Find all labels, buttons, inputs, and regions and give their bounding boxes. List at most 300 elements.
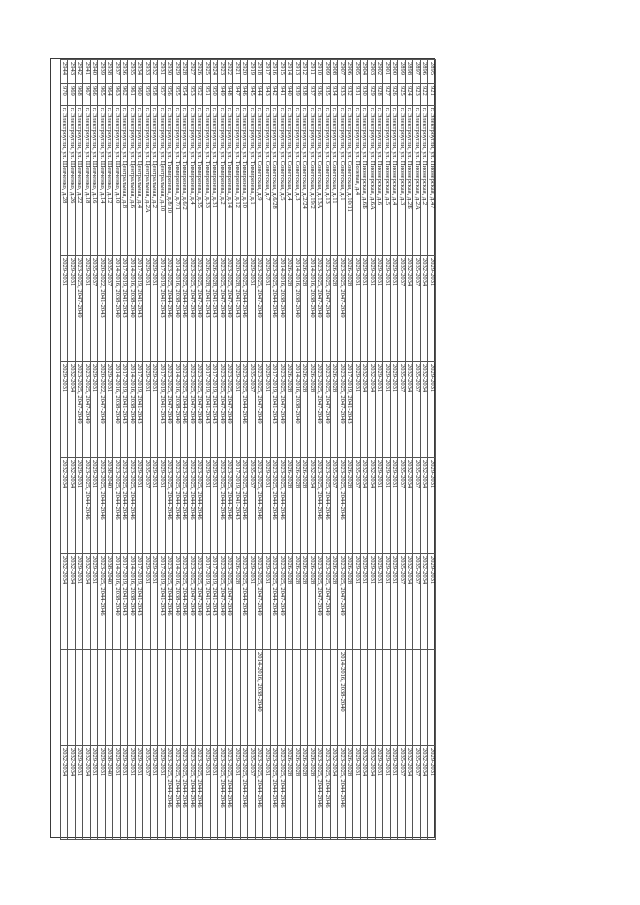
- table-cell: 2941: [83, 60, 91, 84]
- table-cell: 2017-2019, 2041-2043: [203, 362, 211, 458]
- table-cell: 2023-2025, 2044-2046: [241, 458, 249, 554]
- table-cell: 2023-2025, 2044-2046: [323, 746, 331, 840]
- table-cell: г. Электроугли, ул. Пионерская, д.6А: [368, 106, 376, 256]
- table-cell: 2023-2025, 2044-2046: [98, 554, 106, 650]
- table-cell: 2032-2034: [61, 458, 69, 554]
- table-cell: 2023-2025, 2047-2049: [316, 256, 324, 362]
- table-cell: 2026-2028: [346, 256, 354, 362]
- table-cell: 2017-2019, 2041-2043: [136, 554, 144, 650]
- table-cell: 959: [143, 84, 151, 106]
- table-cell: 2029-2031: [428, 362, 436, 458]
- table-cell: 2023-2025, 2047-2049: [196, 256, 204, 362]
- table-cell: [113, 650, 121, 746]
- table-cell: 2026-2028: [308, 746, 316, 840]
- table-cell: 2035-2037: [248, 746, 256, 840]
- table-cell: г. Электроугли, ул. Центральная, д.2А: [143, 106, 151, 256]
- table-cell: 2023-2025, 2044-2046: [166, 746, 174, 840]
- table-cell: [316, 650, 324, 746]
- table-cell: 2029-2031: [106, 362, 114, 458]
- table-cell: г. Электроугли, ул. Тимирязева, д.8/10: [166, 106, 174, 256]
- table-cell: 2023-2025, 2044-2046: [241, 746, 249, 840]
- table-row: [331, 60, 339, 840]
- table-row: [113, 60, 121, 840]
- table-cell: 2023-2025, 2047-2049: [226, 256, 234, 362]
- table-cell: 2939: [98, 60, 106, 84]
- table-cell: 952: [196, 84, 204, 106]
- table-row: [76, 60, 84, 840]
- table-row: [301, 60, 309, 840]
- table-row: [241, 60, 249, 840]
- table-cell: 2023-2025, 2044-2046: [188, 458, 196, 554]
- table-cell: г. Электроугли, ул. Тимирязева, д.35: [196, 106, 204, 256]
- table-cell: г. Электроугли, ул. Шевченко, д.26: [68, 106, 76, 256]
- table-cell: 2898: [406, 60, 414, 84]
- table-cell: 2023-2025, 2047-2049: [188, 256, 196, 362]
- table-cell: [271, 650, 279, 746]
- table-cell: 2023-2025, 2044-2046: [218, 746, 226, 840]
- table-row: [338, 60, 346, 840]
- address-schedule-table: [60, 59, 436, 840]
- table-cell: г. Электроугли, ул. Советская, д.7: [263, 106, 271, 256]
- table-cell: [151, 650, 159, 746]
- table-cell: 2035-2037: [143, 746, 151, 840]
- table-cell: [158, 650, 166, 746]
- table-cell: 2029-2031: [233, 746, 241, 840]
- table-cell: 943: [263, 84, 271, 106]
- table-row: [308, 60, 316, 840]
- table-cell: 967: [83, 84, 91, 106]
- table-cell: [143, 650, 151, 746]
- table-cell: 2029-2031: [391, 746, 399, 840]
- table-cell: 2035-2037: [398, 458, 406, 554]
- table-cell: г. Электроугли, ул. Советская, д.13: [323, 106, 331, 256]
- table-cell: 2029-2031: [136, 746, 144, 840]
- table-cell: [391, 650, 399, 746]
- table-row: [256, 60, 264, 840]
- table-cell: 2029-2031: [383, 458, 391, 554]
- table-cell: 2023-2025, 2044-2046: [271, 256, 279, 362]
- table-cell: 2023-2025, 2044-2046: [181, 458, 189, 554]
- table-row: [181, 60, 189, 840]
- table-cell: 2026-2028: [331, 362, 339, 458]
- table-cell: 2903: [368, 60, 376, 84]
- table-cell: г. Электроугли, ул. Пионерская, д.2А: [413, 106, 421, 256]
- table-cell: 2014-2016, 2038-2040: [293, 362, 301, 458]
- table-cell: 2930: [166, 60, 174, 84]
- table-cell: 2032-2034: [406, 256, 414, 362]
- table-cell: [128, 650, 136, 746]
- table-cell: 2029-2031: [361, 256, 369, 362]
- table-cell: 2017-2019, 2041-2043: [121, 362, 129, 458]
- table-cell: 2032-2034: [421, 458, 429, 554]
- table-row: [263, 60, 271, 840]
- table-cell: 2023-2025, 2047-2049: [83, 362, 91, 458]
- table-cell: 929: [368, 84, 376, 106]
- table-cell: 2029-2031: [211, 458, 219, 554]
- table-cell: 2023-2025, 2047-2049: [323, 362, 331, 458]
- table-cell: 2023-2025, 2044-2046: [256, 458, 264, 554]
- table-cell: 2014-2016, 2038-2040: [173, 256, 181, 362]
- table-cell: 2026-2028: [308, 362, 316, 458]
- table-cell: 2032-2034: [83, 746, 91, 840]
- table-cell: 2023-2025, 2044-2046: [128, 458, 136, 554]
- table-cell: 2023-2025, 2047-2049: [218, 256, 226, 362]
- table-cell: 2014-2016, 2038-2040: [256, 650, 264, 746]
- table-cell: 2026-2028: [331, 256, 339, 362]
- table-cell: 2023-2025, 2044-2046: [241, 554, 249, 650]
- table-cell: 2032-2034: [61, 746, 69, 840]
- table-cell: 2023-2025, 2044-2046: [113, 458, 121, 554]
- table-cell: [188, 650, 196, 746]
- table-cell: 964: [106, 84, 114, 106]
- table-cell: 2014-2016, 2038-2040: [278, 256, 286, 362]
- table-row: [406, 60, 414, 840]
- table-cell: 2032-2034: [406, 554, 414, 650]
- table-row: [203, 60, 211, 840]
- table-cell: 2023-2025, 2044-2046: [121, 458, 129, 554]
- table-cell: 2026-2028: [233, 554, 241, 650]
- table-cell: 946: [241, 84, 249, 106]
- table-cell: 2029-2031: [158, 458, 166, 554]
- table-cell: 2916: [271, 60, 279, 84]
- table-cell: 2029-2031: [233, 362, 241, 458]
- table-cell: 923: [413, 84, 421, 106]
- table-cell: 941: [278, 84, 286, 106]
- table-cell: 2023-2025, 2047-2049: [226, 362, 234, 458]
- table-cell: 965: [98, 84, 106, 106]
- table-cell: 2014-2016, 2038-2040: [173, 362, 181, 458]
- table-cell: 2014-2016, 2038-2040: [128, 554, 136, 650]
- table-cell: 2029-2031: [136, 458, 144, 554]
- table-cell: 2029-2031: [368, 554, 376, 650]
- table-cell: 2035-2037: [413, 554, 421, 650]
- table-cell: 2029-2031: [143, 362, 151, 458]
- table-cell: 2918: [256, 60, 264, 84]
- table-cell: г. Электроугли, ул. Центральная, д.10: [158, 106, 166, 256]
- table-cell: 2029-2031: [263, 362, 271, 458]
- table-cell: 2038-2040: [106, 554, 114, 650]
- table-cell: 2029-2031: [383, 554, 391, 650]
- table-cell: г. Электроугли, ул. Советская, д.1: [338, 106, 346, 256]
- table-cell: 2935: [128, 60, 136, 84]
- table-row: [106, 60, 114, 840]
- table-cell: [398, 650, 406, 746]
- table-row: [98, 60, 106, 840]
- table-cell: г. Электроугли, ул. Пионерская, д.2: [421, 106, 429, 256]
- table-row: [278, 60, 286, 840]
- table-cell: г. Электроугли, ул. Шевченко, д.10: [113, 106, 121, 256]
- table-cell: 2029-2031: [376, 458, 384, 554]
- table-cell: г. Электроугли, ул. Тимирязева, д.10: [241, 106, 249, 256]
- table-cell: 925: [398, 84, 406, 106]
- table-cell: [301, 650, 309, 746]
- table-cell: 2920: [241, 60, 249, 84]
- table-cell: 2897: [413, 60, 421, 84]
- table-cell: [406, 650, 414, 746]
- table-cell: 2029-2031: [353, 362, 361, 458]
- table-row: [218, 60, 226, 840]
- table-cell: г. Электроугли, ул. Тимирязева, д.33: [203, 106, 211, 256]
- table-cell: 2032-2034: [421, 746, 429, 840]
- table-cell: 2026-2028: [346, 554, 354, 650]
- table-row: [428, 60, 436, 840]
- table-cell: 2023-2025, 2044-2046: [278, 458, 286, 554]
- table-cell: 2032-2034: [361, 362, 369, 458]
- table-cell: 2029-2031: [376, 746, 384, 840]
- table-cell: 2023-2025, 2044-2046: [271, 746, 279, 840]
- table-cell: 2029-2031: [121, 746, 129, 840]
- table-cell: 2032-2034: [68, 746, 76, 840]
- table-cell: г. Электроугли, ул. Советская, д.19/2: [308, 106, 316, 256]
- table-cell: 2900: [391, 60, 399, 84]
- table-cell: г. Электроугли, ул. Шевченко, д.14: [98, 106, 106, 256]
- table-cell: г. Электроугли, ул. Шевченко, д.16: [91, 106, 99, 256]
- table-cell: 2017-2019, 2041-2043: [158, 256, 166, 362]
- table-cell: 933: [338, 84, 346, 106]
- table-row: [196, 60, 204, 840]
- table-cell: 2032-2034: [361, 458, 369, 554]
- table-cell: 2035-2037: [398, 362, 406, 458]
- table-cell: 2917: [263, 60, 271, 84]
- table-cell: 2026-2028: [301, 746, 309, 840]
- table-cell: 2035-2037: [398, 554, 406, 650]
- table-cell: 2032-2034: [421, 554, 429, 650]
- table-cell: 2029-2031: [158, 746, 166, 840]
- table-cell: 2023-2025, 2047-2049: [338, 256, 346, 362]
- table-cell: 951: [203, 84, 211, 106]
- table-cell: 2029-2031: [383, 256, 391, 362]
- table-cell: 2908: [331, 60, 339, 84]
- table-cell: 2023-2025, 2044-2046: [338, 746, 346, 840]
- table-cell: 2032-2034: [368, 458, 376, 554]
- table-cell: 2029-2031: [61, 362, 69, 458]
- table-cell: 934: [331, 84, 339, 106]
- table-cell: 949: [218, 84, 226, 106]
- table-cell: 2026-2028, 2041-2043: [211, 256, 219, 362]
- table-cell: г. Электроугли, ул. Советская, д.10/11: [346, 106, 354, 256]
- table-cell: 2026-2028: [293, 458, 301, 554]
- table-cell: 960: [136, 84, 144, 106]
- table-cell: [106, 650, 114, 746]
- table-cell: г. Электроугли, ул. Центральная, д.2: [151, 106, 159, 256]
- table-cell: [61, 650, 69, 746]
- table-cell: 2032-2034: [68, 362, 76, 458]
- table-cell: 2035-2037: [106, 256, 114, 362]
- table-cell: 2035-2037: [398, 746, 406, 840]
- table-row: [83, 60, 91, 840]
- table-cell: 931: [353, 84, 361, 106]
- table-cell: 2029-2031: [151, 554, 159, 650]
- table-cell: 944: [256, 84, 264, 106]
- table-cell: 969: [68, 84, 76, 106]
- table-cell: [376, 650, 384, 746]
- table-cell: 939: [293, 84, 301, 106]
- table-cell: 957: [158, 84, 166, 106]
- table-cell: [98, 650, 106, 746]
- table-cell: 2032-2034: [68, 554, 76, 650]
- table-cell: г. Электроугли, ул. Тимирязева, д.12: [233, 106, 241, 256]
- table-row: [121, 60, 129, 840]
- table-cell: 961: [128, 84, 136, 106]
- table-cell: 2026-2028: [286, 256, 294, 362]
- table-cell: 2029-2031: [151, 746, 159, 840]
- table-cell: 958: [151, 84, 159, 106]
- table-cell: 966: [91, 84, 99, 106]
- table-cell: 2029-2031: [91, 362, 99, 458]
- table-cell: 2029-2031: [248, 554, 256, 650]
- table-cell: 2928: [181, 60, 189, 84]
- table-cell: 2029-2031: [391, 554, 399, 650]
- table-cell: г. Электроугли, ул. Советская, д.3: [293, 106, 301, 256]
- table-cell: 2029-2031: [76, 458, 84, 554]
- table-cell: [211, 650, 219, 746]
- table-cell: [368, 650, 376, 746]
- table-cell: 2026-2028: [286, 458, 294, 554]
- table-cell: 924: [406, 84, 414, 106]
- table-cell: 2023-2025, 2047-2049: [338, 362, 346, 458]
- table-row: [166, 60, 174, 840]
- table-cell: 2926: [196, 60, 204, 84]
- table-cell: 2017-2019, 2041-2043: [136, 256, 144, 362]
- table-cell: [241, 650, 249, 746]
- table-cell: 2029-2031: [428, 256, 436, 362]
- table-cell: 2032-2034: [421, 256, 429, 362]
- table-cell: 2922: [226, 60, 234, 84]
- table-cell: 2023-2025, 2044-2046: [316, 746, 324, 840]
- table-cell: [263, 650, 271, 746]
- table-cell: г. Электроугли, ул. Советская, д.4: [286, 106, 294, 256]
- table-cell: 2035-2037: [413, 256, 421, 362]
- table-cell: г. Электроугли, ул. Пионерская, д.5: [383, 106, 391, 256]
- table-cell: 2017-2019, 2041-2043: [121, 554, 129, 650]
- table-cell: 2029-2031: [151, 458, 159, 554]
- table-cell: 2023-2025, 2047-2049: [76, 362, 84, 458]
- table-cell: 2029-2031: [263, 554, 271, 650]
- table-cell: 2014-2016, 2038-2040: [308, 256, 316, 362]
- table-cell: 2014-2016, 2038-2040: [128, 362, 136, 458]
- table-cell: 2017-2019, 2041-2043: [158, 554, 166, 650]
- table-cell: 2023-2025, 2044-2046: [226, 458, 234, 554]
- table-cell: [248, 650, 256, 746]
- table-cell: 2029-2031: [368, 256, 376, 362]
- table-cell: 2940: [91, 60, 99, 84]
- table-cell: 2023-2025, 2047-2049: [76, 256, 84, 362]
- table-cell: 2896: [421, 60, 429, 84]
- table-cell: г. Электроугли, ул. Центральная, д.4: [136, 106, 144, 256]
- table-cell: г. Электроугли, ул. Пионерская, д.6: [376, 106, 384, 256]
- table-cell: [218, 650, 226, 746]
- table-cell: 2029-2031: [353, 554, 361, 650]
- table-row: [391, 60, 399, 840]
- table-cell: 2906: [346, 60, 354, 84]
- table-cell: [226, 650, 234, 746]
- table-cell: 2023-2025, 2047-2049: [218, 554, 226, 650]
- table-cell: 2929: [173, 60, 181, 84]
- table-cell: 921: [428, 84, 436, 106]
- table-row: [143, 60, 151, 840]
- table-cell: 2017-2019, 2041-2043: [211, 554, 219, 650]
- table-cell: 2937: [113, 60, 121, 84]
- table-cell: 2032-2034: [368, 746, 376, 840]
- table-cell: 2023-2025, 2044-2046: [173, 746, 181, 840]
- table-cell: [76, 650, 84, 746]
- table-cell: [428, 650, 436, 746]
- table-cell: 2029-2031: [211, 746, 219, 840]
- table-cell: 2023-2025, 2047-2049: [218, 362, 226, 458]
- table-cell: 2023-2025, 2047-2049: [316, 362, 324, 458]
- table-cell: 2023-2025, 2044-2046: [181, 746, 189, 840]
- table-cell: 2907: [338, 60, 346, 84]
- table-cell: 2023-2025, 2044-2046: [181, 256, 189, 362]
- table-cell: 2017-2019, 2041-2043: [233, 458, 241, 554]
- table-cell: 2943: [68, 60, 76, 84]
- table-cell: 2932: [151, 60, 159, 84]
- table-row: [353, 60, 361, 840]
- table-cell: 2931: [158, 60, 166, 84]
- table-row: [188, 60, 196, 840]
- table-row: [136, 60, 144, 840]
- table-cell: 942: [271, 84, 279, 106]
- table-cell: г. Электроугли, ул. Тимирязева, д.2: [218, 106, 226, 256]
- table-cell: 2023-2025, 2044-2046: [166, 554, 174, 650]
- table-cell: [383, 650, 391, 746]
- table-cell: 2035-2037: [248, 458, 256, 554]
- table-cell: [421, 650, 429, 746]
- table-cell: г. Электроугли, ул. Советская, д.9: [256, 106, 264, 256]
- table-cell: г. Электроугли, ул. Советская, д.2/24: [301, 106, 309, 256]
- table-cell: [181, 650, 189, 746]
- table-row: [316, 60, 324, 840]
- table-cell: 2023-2025, 2044-2046: [316, 458, 324, 554]
- table-cell: [136, 650, 144, 746]
- table-cell: [331, 650, 339, 746]
- table-cell: 2029-2031: [428, 554, 436, 650]
- table-cell: 2029-2031: [383, 746, 391, 840]
- table-cell: 2035-2037: [413, 746, 421, 840]
- table-row: [398, 60, 406, 840]
- table-cell: 2032-2034: [308, 458, 316, 554]
- table-cell: 950: [211, 84, 219, 106]
- table-cell: 2912: [301, 60, 309, 84]
- table-cell: 2020-2022, 2041-2043: [98, 256, 106, 362]
- table-cell: 2023-2025, 2044-2046: [271, 458, 279, 554]
- table-cell: [361, 650, 369, 746]
- table-cell: 2026-2028: [286, 746, 294, 840]
- table-cell: 2023-2025, 2047-2049: [338, 554, 346, 650]
- table-cell: 2023-2025, 2044-2046: [181, 362, 189, 458]
- table-cell: [68, 650, 76, 746]
- table-cell: [166, 650, 174, 746]
- table-cell: 956: [166, 84, 174, 106]
- table-cell: 2023-2025, 2047-2049: [188, 554, 196, 650]
- table-cell: 955: [173, 84, 181, 106]
- table-cell: г. Электроугли, ул. Тимирязева, д.6/2: [181, 106, 189, 256]
- table-cell: 2023-2025, 2044-2046: [241, 362, 249, 458]
- table-cell: [323, 650, 331, 746]
- table-cell: 2913: [293, 60, 301, 84]
- table-row: [248, 60, 256, 840]
- table-cell: 2017-2019, 2041-2043: [136, 362, 144, 458]
- table-cell: 936: [316, 84, 324, 106]
- table-row: [61, 60, 69, 840]
- table-cell: 2035-2037: [143, 458, 151, 554]
- table-cell: 2035-2037: [248, 362, 256, 458]
- table-cell: 940: [286, 84, 294, 106]
- table-cell: 2026-2028: [301, 554, 309, 650]
- table-row: [286, 60, 294, 840]
- table-cell: 2038-2040: [106, 746, 114, 840]
- table-cell: 2029-2031: [91, 746, 99, 840]
